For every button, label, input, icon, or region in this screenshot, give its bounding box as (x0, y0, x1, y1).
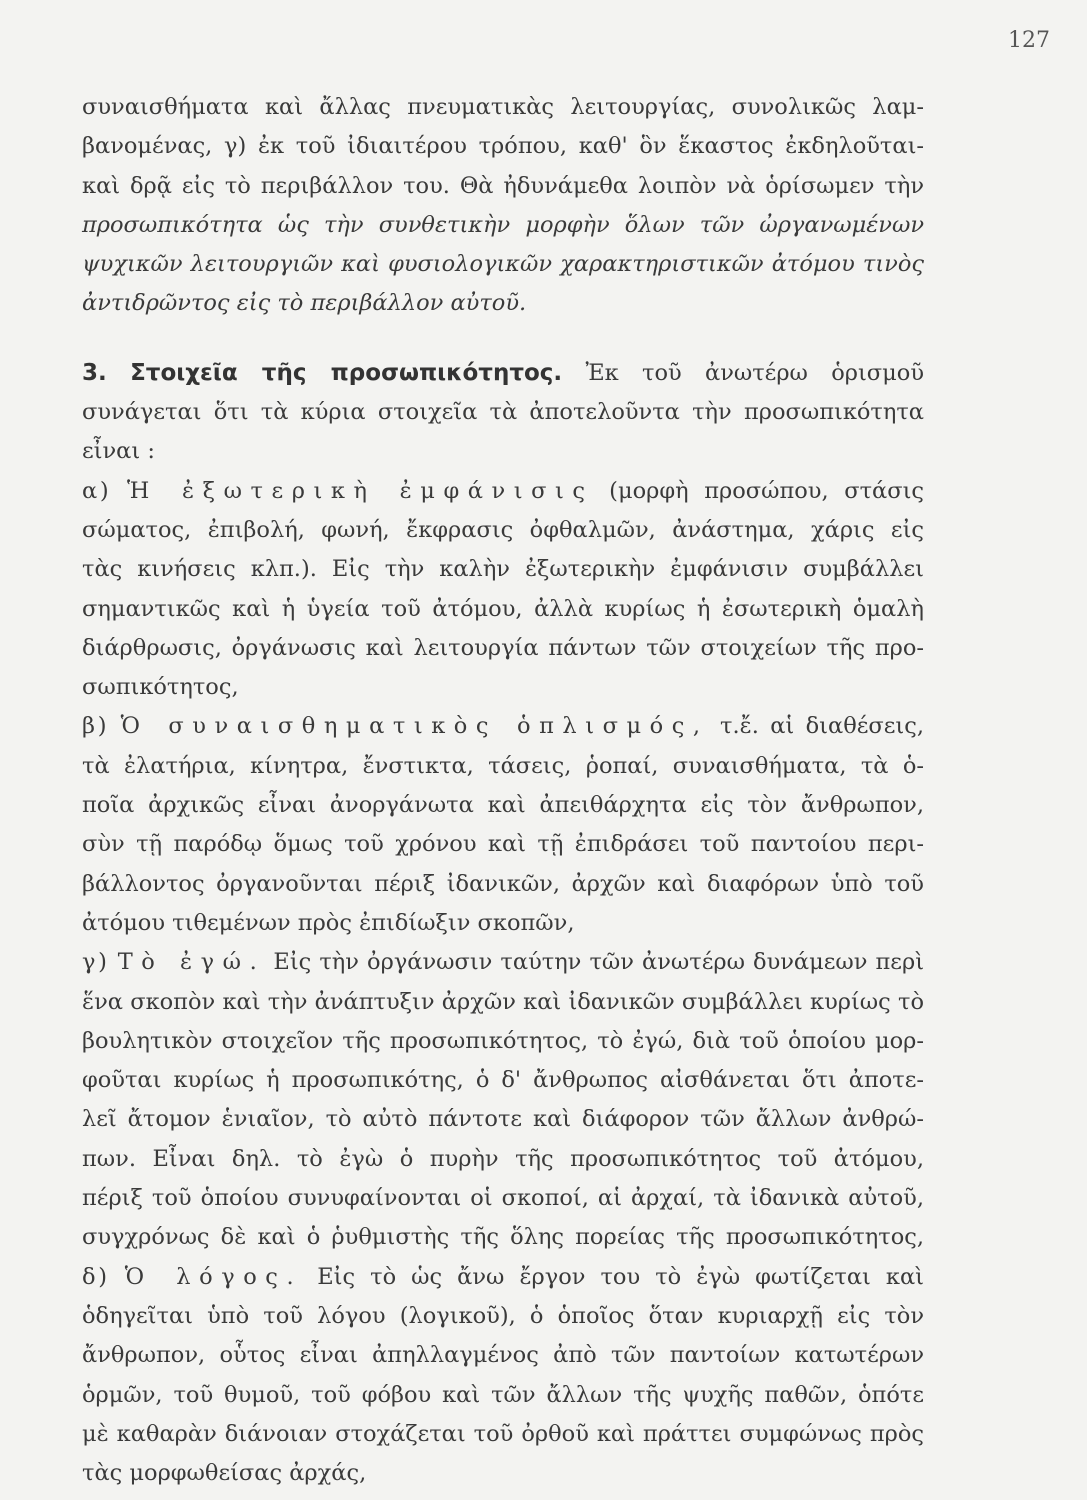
item-a (82, 472, 924, 708)
item-first-line (82, 1258, 924, 1297)
text-line: τὰς μορφωθείσας ἀρχάς, (82, 1460, 367, 1487)
text-line: διάρθρωσις, ὀργάνωσις καὶ λειτουργία πάντων τῶν στοιχείων τῆς προ- (82, 634, 924, 661)
section-title: Στοιχεῖα τῆς προσωπικότητος. (130, 359, 563, 386)
item-rest: Εἰς τὴν ὀργάνωσιν ταύτην τῶν ἀνωτέρω δυνάμεων περὶ (273, 949, 925, 976)
section-3 (82, 354, 924, 472)
item-label: β) (82, 713, 110, 740)
text-line: πέριξ τοῦ ὁποίου συνυφαίνονται οἱ σκοποί, αἱ ἀρχαί, τὰ ἰδανικὰ αὐτοῦ, (82, 1185, 924, 1212)
text-line: φοῦται κυρίως ἡ προσωπικότης, ὁ δ' ἄνθρωπος αἰσθάνεται ὅτι ἀποτε- (82, 1067, 924, 1094)
text-line: καὶ δρᾷ εἰς τὸ περιβάλλον του. Θὰ ἠδυνάμεθα λοιπὸν νὰ ὁρίσωμεν τὴν (82, 172, 924, 199)
item-d (82, 1258, 924, 1494)
item-label: γ) (82, 949, 110, 976)
text-line: πων. Εἶναι δηλ. τὸ ἐγὼ ὁ πυρὴν τῆς προσωπικότητος τοῦ ἀτόμου, (82, 1145, 924, 1172)
text-line: ὁρμῶν, τοῦ θυμοῦ, τοῦ φόβου καὶ τῶν ἄλλων τῆς ψυχῆς παθῶν, ὁπότε (82, 1381, 924, 1408)
item-rest: τ.ἔ. αἱ διαθέσεις, (720, 713, 924, 740)
text-line: ψυχικῶν λειτουργιῶν καὶ φυσιολογικῶν χαρακτηριστικῶν ἀτόμου τινὸς (82, 251, 924, 278)
text-line: ἕνα σκοπὸν καὶ τὴν ἀνάπτυξιν ἀρχῶν καὶ ἰδανικῶν συμβάλλει κυρίως τὸ (82, 988, 924, 1015)
text-line: ἀντιδρῶντος εἰς τὸ περιβάλλον αὐτοῦ. (82, 290, 527, 317)
page-number: 127 (1008, 28, 1050, 53)
item-term: Ὁ λόγος. (124, 1263, 303, 1290)
text-line: εἶναι : (82, 438, 155, 465)
item-label: δ) (82, 1263, 110, 1290)
item-first-line (82, 472, 924, 511)
text-line: βουλητικὸν στοιχεῖον τῆς προσωπικότητος, τὸ ἐγώ, διὰ τοῦ ὁποίου μορ- (82, 1027, 924, 1054)
text-line: σωπικότητος, (82, 674, 239, 701)
section-lead: Ἐκ τοῦ ἀνωτέρω ὁρισμοῦ (585, 359, 925, 386)
text-line: ἀτόμου τιθεμένων πρὸς ἐπιδίωξιν σκοπῶν, (82, 909, 575, 936)
text-line: ἄνθρωπον, οὗτος εἶναι ἀπηλλαγμένος ἀπὸ τῶν παντοίων κατωτέρων (82, 1342, 924, 1369)
item-first-line (82, 943, 924, 982)
text-line: σημαντικῶς καὶ ἡ ὑγεία τοῦ ἀτόμου, ἀλλὰ κυρίως ἡ ἐσωτερικὴ ὁμαλὴ (82, 595, 924, 622)
text-line: μὲ καθαρὰν διάνοιαν στοχάζεται τοῦ ὀρθοῦ καὶ πράττει συμφώνως πρὸς (82, 1420, 924, 1447)
text-line: τὰς κινήσεις κλπ.). Εἰς τὴν καλὴν ἐξωτερικὴν ἐμφάνισιν συμβάλλει (82, 556, 924, 583)
text-line: σώματος, ἐπιβολή, φωνή, ἔκφρασις ὀφθαλμῶν, ἀνάστημα, χάρις εἰς (82, 516, 924, 543)
text-line: συναισθήματα καὶ ἄλλας πνευματικὰς λειτουργίας, συνολικῶς λαμ- (82, 94, 924, 120)
text-line: συγχρόνως δὲ καὶ ὁ ῥυθμιστὴς τῆς ὅλης πορείας τῆς προσωπικότητος, (82, 1224, 924, 1251)
item-term: Ὁ συναισθηματικὸς ὁπλισμός, (120, 713, 709, 740)
section-number: 3. (82, 359, 107, 386)
item-term: Ἡ ἐξωτερικὴ ἐμφάνισις (127, 477, 594, 504)
text-line: ὁδηγεῖται ὑπὸ τοῦ λόγου (λογικοῦ), ὁ ὁποῖος ὅταν κυριαρχῇ εἰς τὸν (82, 1302, 924, 1329)
body-text (82, 88, 924, 1493)
item-term: Τὸ ἐγώ. (117, 949, 266, 976)
text-line: συνάγεται ὅτι τὰ κύρια στοιχεῖα τὰ ἀποτελοῦντα τὴν προσωπικότητα (82, 399, 924, 426)
text-line: βάλλοντος ὀργανοῦνται πέριξ ἰδανικῶν, ἀρχῶν καὶ διαφόρων ὑπὸ τοῦ (82, 870, 924, 897)
text-line: ποῖα ἀρχικῶς εἶναι ἀνοργάνωτα καὶ ἀπειθάρχητα εἰς τὸν ἄνθρωπον, (82, 792, 924, 819)
item-label: α) (82, 477, 112, 504)
item-first-line (82, 707, 924, 746)
item-rest: Εἰς τὸ ὡς ἄνω ἔργον του τὸ ἐγὼ φωτίζεται καὶ (317, 1263, 925, 1290)
text-line: τὰ ἐλατήρια, κίνητρα, ἔνστικτα, τάσεις, ῥοπαί, συναισθήματα, τὰ ὁ- (82, 752, 924, 779)
section-heading-line (82, 354, 924, 393)
text-line: βανομένας, γ) ἐκ τοῦ ἰδιαιτέρου τρόπου, καθ' ὃν ἕκαστος ἐκδηλοῦται- (82, 133, 924, 160)
item-b (82, 707, 924, 943)
text-line: προσωπικότητα ὡς τὴν συνθετικὴν μορφὴν ὅλων τῶν ὠργανωμένων (82, 211, 924, 238)
intro-paragraph (82, 88, 924, 324)
item-rest: (μορφὴ προσώπου, στάσις (609, 477, 925, 504)
text-line: λεῖ ἄτομον ἑνιαῖον, τὸ αὐτὸ πάντοτε καὶ διάφορον τῶν ἄλλων ἀνθρώ- (82, 1106, 924, 1133)
text-line: σὺν τῇ παρόδῳ ὅμως τοῦ χρόνου καὶ τῇ ἐπιδράσει τοῦ παντοίου περι- (82, 831, 924, 858)
item-c (82, 943, 924, 1257)
